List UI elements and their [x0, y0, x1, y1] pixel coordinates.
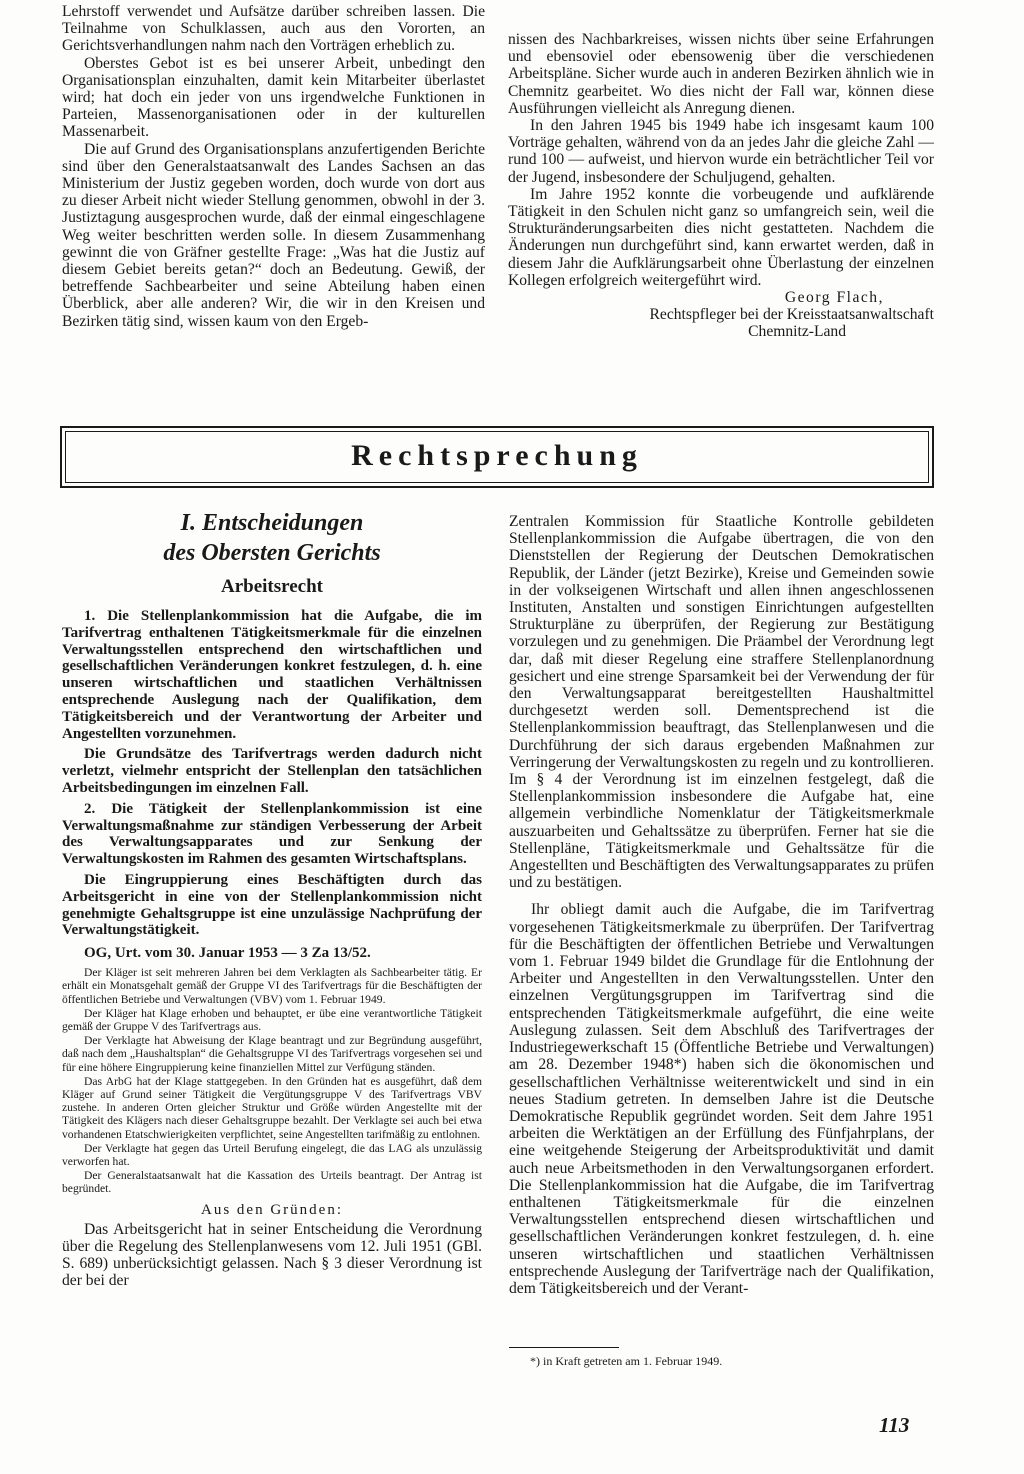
banner-title: Rechtsprechung [351, 439, 643, 472]
footnote: *) in Kraft getreten am 1. Februar 1949. [530, 1354, 723, 1368]
paragraph: nissen des Nachbarkreises, wissen nichts über seine Erfahrungen und ebensoviel oder ebensowenig über die verschiedenen Arbeitspläne. Sicher wurde auch in anderen Bezirken ähnlich wie in Chemnitz gearbeitet. Wo dies nicht der Fall war, können diese Ausführungen vielleicht als Anregung dienen. [508, 31, 934, 117]
reasons-heading: Aus den Gründen: [201, 1201, 343, 1218]
left-column [62, 508, 482, 1289]
headnote: 2. Die Tätigkeit der Stellenplankommission ist eine Verwaltungsmaßnahme zur ständigen Verbesserung der Arbeit des Verwaltungsapparates und zur Senkung der Verwaltungskosten im Rahmen des gesamten Wirtschaftsplans. [62, 800, 482, 868]
signature-name: Georg Flach, [784, 289, 884, 307]
section-heading-line2: des Obersten Gerichts [163, 540, 381, 566]
fact-paragraph: Der Verklagte hat gegen das Urteil Berufung eingelegt, die das LAG als unzulässig verworfen hat. [62, 1141, 482, 1168]
fact-paragraph: Der Generalstaatsanwalt hat die Kassation des Urteils beantragt. Der Antrag ist begründet. [62, 1169, 482, 1196]
section-subheading: Arbeitsrecht [220, 576, 323, 597]
paragraph: Das Arbeitsgericht hat in seiner Entscheidung die Verordnung über die Regelung des Stellenplanwesens vom 12. Juli 1951 (GBl. S. 689) unberücksichtigt gelassen. Nach § 3 dieser Verordnung ist der bei der [62, 1220, 482, 1290]
paragraph: Lehrstoff verwendet und Aufsätze darüber schreiben lassen. Die Teilnahme von Schulklassen, auch aus den Vororten, an Gerichtsverhandlungen nahm nach den Vorträgen erheblich zu. [62, 3, 485, 55]
fact-paragraph: Der Verklagte hat Abweisung der Klage beantragt und zur Begründung ausgeführt, daß nach dem „Haushaltsplan“ die Gehaltsgruppe VI des Tarifvertrags vorgesehen sei und für eine höhere Eingruppierung keine finanziellen Mittel zur Verfügung ständen. [62, 1034, 482, 1074]
fact-paragraph: Der Kläger hat Klage erhoben und behauptet, er übe eine verantwortliche Tätigkeit gemäß der Gruppe V des Tarifvertrags aus. [62, 1006, 482, 1033]
top-right-column [508, 31, 934, 341]
headnote: 1. Die Stellenplankommission hat die Aufgabe, die im Tarifvertrag enthaltenen Tätigkeitsmerkmale für die einzelnen Verwaltungsstellen entsprechend den wirtschaftlichen und gesellschaftlichen Veränderungen konkret festzulegen, d. h. eine unseren wirtschaftlichen und staatlichen Verhältnissen entsprechende Auslegung nach der Qualifikation, dem Tätigkeitsbereich und der Verantwortung der Arbeiter und Angestellten vorzunehmen. [62, 608, 482, 742]
fact-paragraph: Der Kläger ist seit mehreren Jahren bei dem Verklagten als Sachbearbeiter tätig. Er erhält ein Monatsgehalt gemäß der Gruppe VI des Tarifvertrags für die Beschäftigten der öffentlichen Betriebe und Verwaltungen (VBV) vom 1. Februar 1949. [62, 966, 482, 1006]
fact-paragraph: Das ArbG hat der Klage stattgegeben. In den Gründen hat es ausgeführt, daß dem Kläger auf Grund seiner Tätigkeit die Vergütungsgruppe V des Tarifvertrags VBV zustehe. In anderen Orten gleicher Struktur und Größe würden Angestellte mit der Tätigkeit des Klägers nach dieser Gehaltsgruppe bezahlt. Der Verklagte sei auch bei etwa vorhandenen Etatschwierigkeiten verpflichtet, seine Angestellten tarifmäßig zu entlohnen. [62, 1074, 482, 1141]
signature-place: Chemnitz-Land [748, 323, 846, 341]
signature-block [508, 289, 934, 306]
paragraph: In den Jahren 1945 bis 1949 habe ich insgesamt kaum 100 Vorträge gehalten, während von da an jedes Jahr die gleiche Zahl — rund 100 — aufweist, und hiervon wurde ein beträchtlicher Teil vor der Jugend, insbesondere der Schuljugend, gehalten. [508, 117, 934, 186]
paragraph: Oberstes Gebot ist es bei unserer Arbeit, unbedingt den Organisationsplan einzuhalten, damit kein Mitarbeiter überlastet wird; hat doch ein jeder von uns irgendwelche Funktionen in Parteien, Massenorganisationen oder in der kulturellen Massenarbeit. [62, 54, 485, 141]
section-banner [60, 426, 934, 488]
footnote-divider [509, 1347, 619, 1348]
case-citation: OG, Urt. vom 30. Januar 1953 — 3 Za 13/52. [84, 945, 371, 962]
page-number: 113 [879, 1413, 910, 1437]
paragraph: Zentralen Kommission für Staatliche Kontrolle gebildeten Stellenplankommission die Aufgabe übertragen, die von den Dienststellen der Regierung der Deutschen Demokratischen Republik, der Länder (jetzt Bezirke), Kreise und Gemeinden sowie in der volkseigenen Wirtschaft und allen ihnen angeschlossenen Instituten, Anstalten und sonstigen Einrichtungen aufgestellten Strukturpläne zu überprüfen, der Regierung zur Bestätigung vorzulegen und zu genehmigen. Die Präambel der Verordnung legt dar, daß mit dieser Regelung eine straffere Stellenplanordnung gesichert und eine strenge Sparsamkeit bei der Verwendung der für den Verwaltungsapparat bereitgestellten Haushaltmittel durchgesetzt werden soll. Dementsprechend ist die Stellenplankommission beauftragt, das Stellenplanwesen und die Durchführung der sich daraus ergebenden Maßnahmen zur Verringerung der Verwaltungskosten zu regeln und zu kontrollieren. Im § 4 der Verordnung ist im einzelnen festgelegt, daß die Stellenplankommission insbesondere die Aufgabe hat, eine allgemein verbindliche Nomenklatur der Tätigkeitsmerkmale auszuarbeiten und Gehaltssätze zu überprüfen. Ferner hat sie die Stellenpläne, Tätigkeitsmerkmale und Gehaltssätze für die Angestellten und Beschäftigten des Verwaltungsapparates zu prüfen und zu bestätigen. [509, 513, 934, 892]
headnote: Die Grundsätze des Tarifvertrags werden dadurch nicht verletzt, vielmehr entspricht der Stellenplan den tatsächlichen Arbeitsbedingungen im einzelnen Fall. [62, 746, 482, 796]
paragraph: Im Jahre 1952 konnte die vorbeugende und aufklärende Tätigkeit in den Schulen nicht ganz so umfangreich sein, weil die Strukturänderungsarbeiten dies nicht gestatteten. Nachdem die Änderungen nun durchgeführt sind, kann erwartet werden, daß in diesem Jahr die Aufklärungsarbeit ohne Überlastung der einzelnen Kollegen erfolgreich weitergeführt wird. [508, 185, 934, 289]
paragraph: Ihr obliegt damit auch die Aufgabe, die im Tarifvertrag vorgesehenen Tätigkeitsmerkmale zu überprüfen. Der Tarifvertrag für die Beschäftigten der öffentlichen Betriebe und Verwaltungen vom 1. Februar 1949 bildet die Grundlage für die Entlohnung der Arbeiter und Angestellten in den Verwaltungsstellen. Unter den einzelnen Vergütungsgruppen im Tarifvertrag sind die entsprechenden Tätigkeitsmerkmale aufgeführt, die eine weite Auslegung zulassen. Seit dem Abschluß des Tarifvertrages der Industriegewerkschaft 15 (Öffentliche Betriebe und Verwaltungen) am 28. Dezember 1948*) haben sich die ökonomischen und gesellschaftlichen Verhältnisse weiterentwickelt und sind in ein neues Stadium getreten. In demselben Jahre ist die Deutsche Demokratische Republik gegründet worden. Seit dem Jahre 1951 arbeiten die Werktätigen an der Erfüllung des Fünfjahrplans, der eine weitgehende Steigerung der Arbeitsproduktivität und damit auch neue Arbeitsmethoden in den Verwaltungsorganen erfordert. Die Stellenplankommission hat die Aufgabe, die im Tarifvertrag enthaltenen Tätigkeitsmerkmale für die einzelnen Verwaltungsstellen entsprechend diesen wirtschaftlichen und gesellschaftlichen Veränderungen konkret festzulegen, d. h. eine unseren wirtschaftlichen und staatlichen Verhältnissen entsprechende Auslegung der Tarifverträge nach der Qualifikation, dem Tätigkeitsbereich und der Verant- [509, 901, 934, 1297]
top-left-column [62, 3, 485, 330]
section-heading-line1: I. Entscheidungen [180, 510, 364, 536]
headnote: Die Eingruppierung eines Beschäftigten durch das Arbeitsgericht in eine von der Stellenplankommission nicht genehmigte Gehaltsgruppe ist eine unzulässige Nachprüfung der Verwaltungstätigkeit. [62, 871, 482, 939]
facts [62, 966, 482, 1195]
headnotes [62, 608, 482, 939]
right-column [509, 513, 934, 1297]
paragraph: Die auf Grund des Organisationsplans anzufertigenden Berichte sind über den Generalstaatsanwalt des Landes Sachsen an das Ministerium der Justiz gegeben worden, doch wurde von dort aus zu dieser Arbeit nicht wieder Stellung genommen, obwohl in der 3. Justiztagung ausgesprochen wurde, daß der einmal eingeschlagene Weg weiter beschritten werden solle. In diesem Zusammenhang gewinnt die von Gräfner gestellte Frage: „Was hat die Justiz auf diesem Gebiet bereits getan?“ doch an Bedeutung. Gewiß, der betreffende Sachbearbeiter und seine Abteilung haben einen Überblick, aber alle anderen? Wir, die wir in den Kreisen und Bezirken tätig sind, wissen kaum von den Ergeb- [62, 140, 485, 330]
signature-title: Rechtspfleger bei der Kreisstaatsanwaltschaft [649, 306, 934, 324]
